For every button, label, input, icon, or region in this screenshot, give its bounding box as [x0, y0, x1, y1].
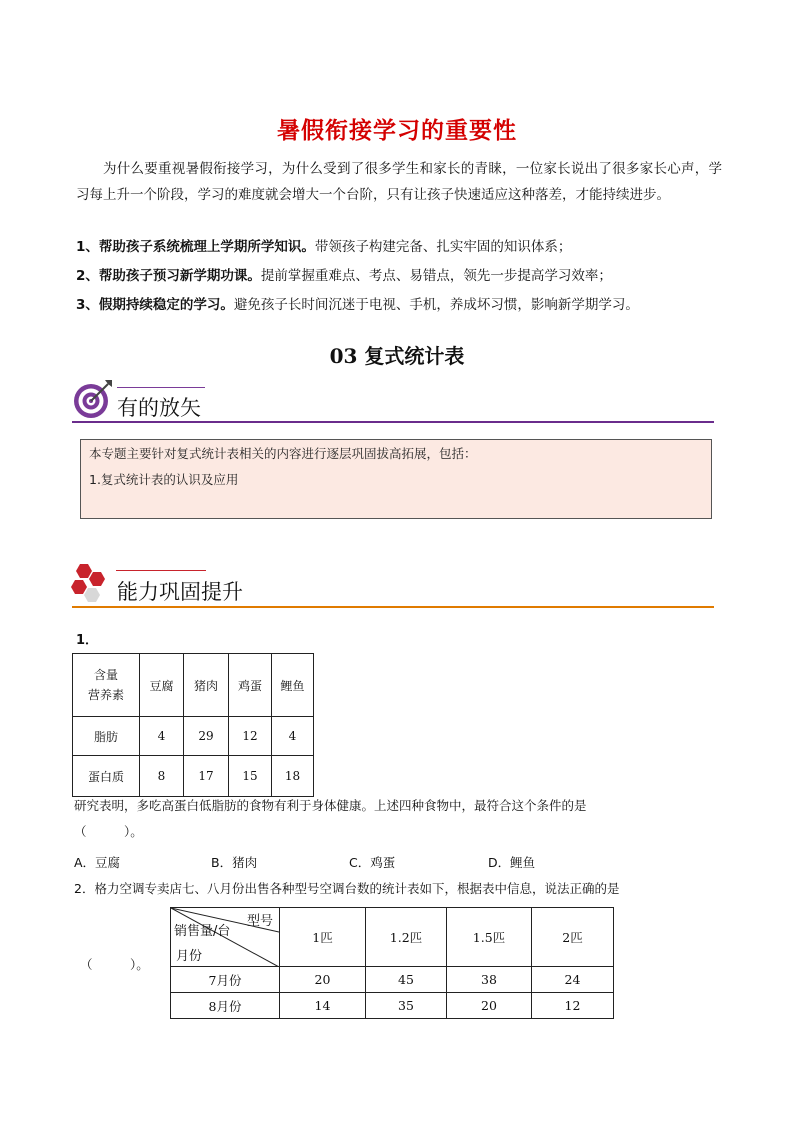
point-2-text: 提前掌握重难点、考点、易错点，领先一步提高学习效率；: [260, 268, 612, 284]
table2-col-header: 2匹: [532, 908, 614, 967]
table1-col-header: 豆腐: [140, 654, 184, 717]
table1-cell: 17: [184, 756, 229, 797]
table1-col-header: 鸡蛋: [229, 654, 272, 717]
table-row: [171, 993, 614, 1019]
section2-top-line: [116, 570, 206, 571]
nutrition-table: [72, 653, 314, 797]
question-1-number: 1．: [76, 633, 99, 648]
table2-cell: 14: [280, 993, 366, 1019]
table1-corner-bottom: 营养素: [87, 688, 124, 702]
table1-col-header: 猪肉: [184, 654, 229, 717]
table1-cell: 4: [140, 717, 184, 756]
summary-box: [80, 439, 712, 519]
question-1-blank: （ ）。: [74, 824, 143, 839]
intro-paragraph: 为什么要重视暑假衔接学习，为什么受到了很多学生和家长的青睐，一位家长说出了很多家长心声，学习每上升一个阶段，学习的难度就会增大一个台阶，只有让孩子快速适应这种落差，才能持续进步。: [76, 161, 722, 203]
table1-cell: 12: [229, 717, 272, 756]
point-1: [76, 237, 736, 257]
table1-cell: 8: [140, 756, 184, 797]
section2-rule: [72, 606, 714, 608]
table-row: [73, 717, 314, 756]
question-2-blank: （ ）。: [80, 957, 149, 972]
section1-rule: [72, 421, 714, 423]
table1-col-header: 鲤鱼: [272, 654, 314, 717]
point-3-bold: 3、假期持续稳定的学习。: [76, 297, 234, 313]
table2-col-header: 1.5匹: [447, 908, 532, 967]
table2-cell: 20: [447, 993, 532, 1019]
hexagon-icon: [66, 562, 110, 606]
table2-corner-cell: [171, 908, 280, 967]
question-1-text: 研究表明，多吃高蛋白低脂肪的食物有利于身体健康。上述四种食物中，最符合这个条件的是: [74, 798, 587, 813]
point-1-text: 带领孩子构建完备、扎实牢固的知识体系；: [314, 239, 572, 255]
option-a: A．豆腐: [74, 855, 121, 870]
table1-cell: 4: [272, 717, 314, 756]
table1-corner-top: 含量: [93, 668, 118, 682]
table2-cell: 12: [532, 993, 614, 1019]
option-b: B．猪肉: [211, 855, 258, 870]
table2-cell: 38: [447, 967, 532, 993]
table2-row-label: 8月份: [171, 993, 280, 1019]
option-c: C．鸡蛋: [349, 855, 396, 870]
table1-cell: 18: [272, 756, 314, 797]
point-3: [76, 295, 736, 315]
table1-corner-cell: [73, 654, 140, 717]
page-title: 暑假衔接学习的重要性: [277, 118, 517, 144]
table1-row-label: 蛋白质: [73, 756, 140, 797]
table1-cell: 29: [184, 717, 229, 756]
aircon-sales-table: [170, 907, 614, 1019]
target-icon: [72, 378, 114, 420]
section2-heading: 能力巩固提升: [117, 580, 243, 604]
table2-corner-bottom-left: 月份: [176, 949, 203, 964]
table-row: [73, 756, 314, 797]
lesson-title: 03 复式统计表: [329, 344, 465, 368]
section1-top-line: [117, 387, 205, 388]
table2-cell: 45: [366, 967, 447, 993]
point-2: [76, 266, 736, 286]
summary-line-1: 本专题主要针对复式统计表相关的内容进行逐层巩固拔高拓展，包括：: [89, 446, 477, 461]
table2-cell: 24: [532, 967, 614, 993]
point-1-bold: 1、帮助孩子系统梳理上学期所学知识。: [76, 239, 315, 255]
table1-cell: 15: [229, 756, 272, 797]
table2-corner-top-right: 型号: [246, 914, 273, 929]
table2-corner-middle: 销售量/台: [174, 924, 231, 939]
point-2-bold: 2、帮助孩子预习新学期功课。: [76, 268, 261, 284]
table2-col-header: 1匹: [280, 908, 366, 967]
table2-cell: 35: [366, 993, 447, 1019]
summary-line-2: 1.复式统计表的认识及应用: [89, 472, 239, 487]
question-2-text: 2．格力空调专卖店七、八月份出售各种型号空调台数的统计表如下，根据表中信息，说法正确的是: [74, 881, 620, 896]
table1-row-label: 脂肪: [73, 717, 140, 756]
table-row: [171, 967, 614, 993]
table2-row-label: 7月份: [171, 967, 280, 993]
table2-col-header: 1.2匹: [366, 908, 447, 967]
point-3-text: 避免孩子长时间沉迷于电视、手机，养成坏习惯，影响新学期学习。: [233, 297, 639, 313]
table2-cell: 20: [280, 967, 366, 993]
option-d: D．鲤鱼: [488, 855, 536, 870]
section1-heading: 有的放矢: [117, 396, 201, 420]
